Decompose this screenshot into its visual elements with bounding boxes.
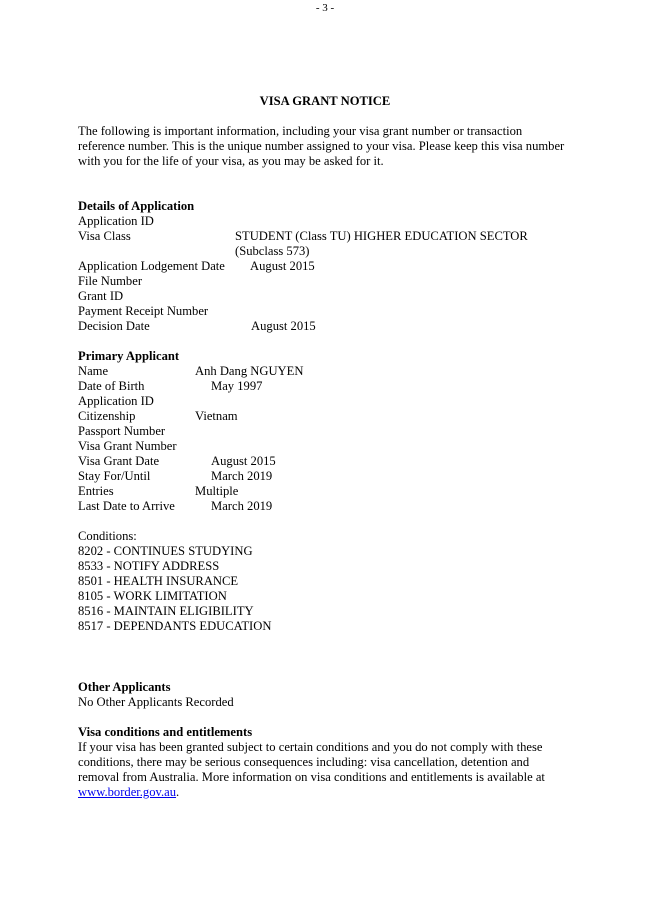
visa-grant-date-label: Visa Grant Date [78, 454, 160, 468]
condition-item: 8501 - HEALTH INSURANCE [78, 574, 239, 588]
passport-label: Passport Number [78, 424, 166, 438]
entitlements-period: . [176, 785, 180, 799]
visa-class-value: STUDENT (Class TU) HIGHER EDUCATION SECTOR [235, 229, 528, 243]
entitlements-heading: Visa conditions and entitlements [78, 725, 253, 739]
visa-grant-number-label: Visa Grant Number [78, 439, 177, 453]
name-label: Name [78, 364, 109, 378]
primary-application-id-label: Application ID [78, 394, 154, 408]
payment-receipt-label: Payment Receipt Number [78, 304, 209, 318]
last-date-label: Last Date to Arrive [78, 499, 175, 513]
entries-value: Multiple [195, 484, 239, 498]
visa-grant-date-value: August 2015 [211, 454, 276, 468]
border-website-link[interactable]: www.border.gov.au [78, 785, 177, 799]
intro-paragraph: The following is important information, including your visa grant number or transaction reference number. This is the unique number assigned to your visa. Please keep this visa number with you for the life of your visa, as you may be asked for it. [78, 124, 565, 168]
citizenship-label: Citizenship [78, 409, 136, 423]
condition-item: 8105 - WORK LIMITATION [78, 589, 227, 603]
stay-label: Stay For/Until [78, 469, 151, 483]
conditions-heading: Conditions: [78, 529, 137, 543]
citizenship-value: Vietnam [195, 409, 238, 423]
details-heading: Details of Application [78, 199, 195, 213]
stay-value: March 2019 [211, 469, 273, 483]
primary-heading: Primary Applicant [78, 349, 180, 363]
grant-id-label: Grant ID [78, 289, 124, 303]
page-title: VISA GRANT NOTICE [259, 94, 391, 108]
dob-value: May 1997 [211, 379, 263, 393]
condition-item: 8516 - MAINTAIN ELIGIBILITY [78, 604, 254, 618]
lodgement-value: August 2015 [250, 259, 315, 273]
decision-date-value: August 2015 [251, 319, 316, 333]
page-number: - 3 - [315, 2, 335, 14]
condition-item: 8517 - DEPENDANTS EDUCATION [78, 619, 272, 633]
decision-date-label: Decision Date [78, 319, 150, 333]
file-number-label: File Number [78, 274, 143, 288]
entitlements-text: If your visa has been granted subject to certain conditions and you do not comply with these conditions, there may be serious consequences including: visa cancellation, detention and removal from Australia. More information on visa conditions and entitlements is available at [78, 740, 545, 784]
other-applicants-heading: Other Applicants [78, 680, 171, 694]
last-date-value: March 2019 [211, 499, 273, 513]
details-application-id-label: Application ID [78, 214, 154, 228]
lodgement-label: Application Lodgement Date [78, 259, 225, 273]
dob-label: Date of Birth [78, 379, 145, 393]
condition-item: 8202 - CONTINUES STUDYING [78, 544, 253, 558]
condition-item: 8533 - NOTIFY ADDRESS [78, 559, 220, 573]
entitlements-paragraph [78, 740, 568, 800]
other-applicants-text: No Other Applicants Recorded [78, 695, 234, 709]
name-value: Anh Dang NGUYEN [195, 364, 304, 378]
visa-subclass-value: (Subclass 573) [235, 244, 310, 258]
entries-label: Entries [78, 484, 114, 498]
visa-class-label: Visa Class [78, 229, 131, 243]
